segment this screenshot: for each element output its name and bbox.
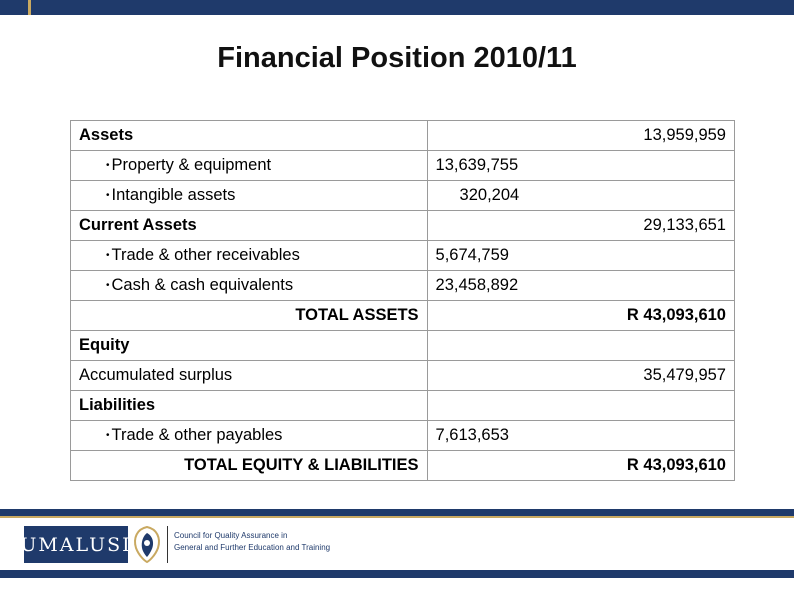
row-value: 13,959,959 <box>427 121 734 151</box>
row-value: 13,639,755 <box>427 151 734 181</box>
row-value: 23,458,892 <box>427 271 734 301</box>
row-label: Trade & other payables <box>111 426 283 444</box>
bullet-icon: • <box>106 430 110 442</box>
emblem-icon <box>131 524 163 564</box>
row-label: Trade & other receivables <box>111 246 300 264</box>
row-label-cell <box>71 181 428 211</box>
row-value: 320,204 <box>427 181 734 211</box>
table-row <box>71 211 735 241</box>
table-row <box>71 121 735 151</box>
row-label: TOTAL EQUITY & LIABILITIES <box>71 451 428 481</box>
row-label: Assets <box>71 121 428 151</box>
financial-table <box>70 120 735 481</box>
table-row <box>71 361 735 391</box>
row-value: 5,674,759 <box>427 241 734 271</box>
row-label: Property & equipment <box>111 156 272 174</box>
tagline-line: General and Further Education and Training <box>174 543 331 552</box>
page-title: Financial Position 2010/11 <box>217 42 577 74</box>
top-accent <box>28 0 31 15</box>
row-label: Cash & cash equivalents <box>111 276 294 294</box>
row-label-cell <box>71 151 428 181</box>
row-value: 29,133,651 <box>427 211 734 241</box>
bullet-icon: • <box>106 280 110 292</box>
row-label: Equity <box>71 331 428 361</box>
table-row <box>71 301 735 331</box>
row-value <box>427 331 734 361</box>
footer-bottom-bar <box>0 570 794 578</box>
tagline-line: Council for Quality Assurance in <box>174 531 288 540</box>
row-label: Accumulated surplus <box>71 361 428 391</box>
row-label: Liabilities <box>71 391 428 421</box>
table-row <box>71 241 735 271</box>
footer-accent <box>0 516 794 518</box>
table-row <box>71 181 735 211</box>
footer-divider <box>167 526 168 563</box>
logo-text: UMALUSI <box>20 533 132 556</box>
row-value: R 43,093,610 <box>427 301 734 331</box>
row-label-cell <box>71 271 428 301</box>
table-row <box>71 331 735 361</box>
footer-band <box>0 509 794 516</box>
top-banner <box>0 0 794 15</box>
table-row <box>71 151 735 181</box>
table-row <box>71 421 735 451</box>
footer-tagline <box>174 530 330 554</box>
row-label: Current Assets <box>71 211 428 241</box>
table-row <box>71 391 735 421</box>
row-value: R 43,093,610 <box>427 451 734 481</box>
bullet-icon: • <box>106 160 110 172</box>
row-label: Intangible assets <box>111 186 236 204</box>
row-value <box>427 391 734 421</box>
row-label-cell <box>71 421 428 451</box>
bullet-icon: • <box>106 250 110 262</box>
row-value: 35,479,957 <box>427 361 734 391</box>
row-value: 7,613,653 <box>427 421 734 451</box>
row-label-cell <box>71 241 428 271</box>
umalusi-logo <box>20 526 132 563</box>
table-row <box>71 451 735 481</box>
bullet-icon: • <box>106 190 110 202</box>
row-label: TOTAL ASSETS <box>71 301 428 331</box>
table-row <box>71 271 735 301</box>
